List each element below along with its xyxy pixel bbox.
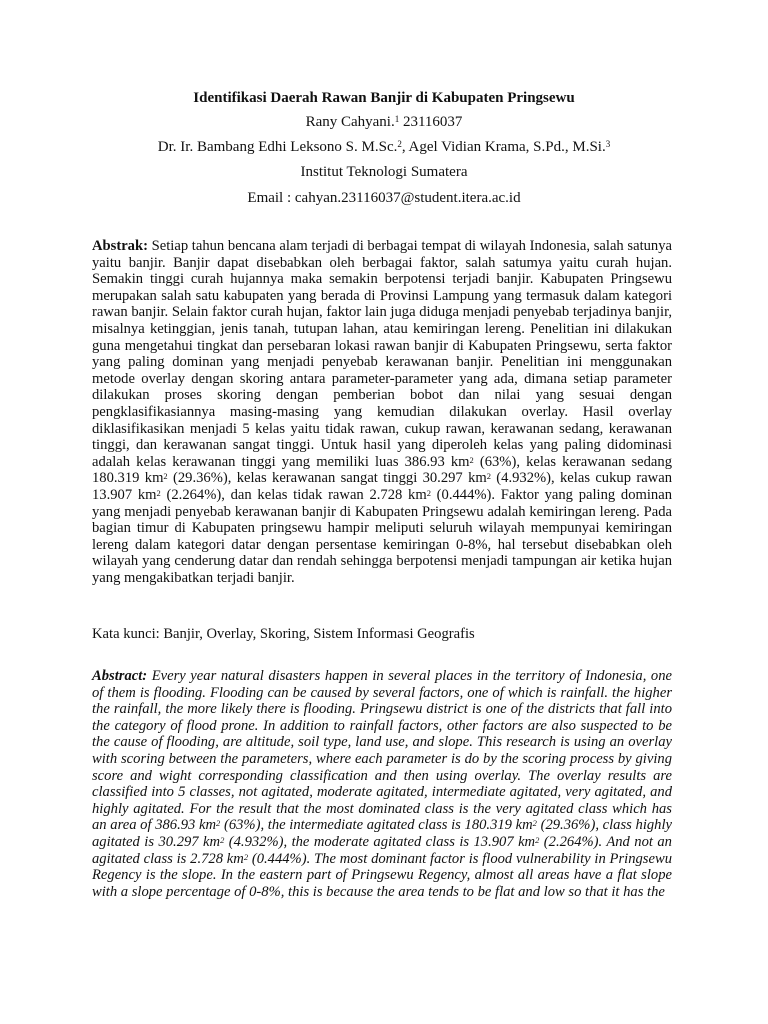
superscript: 2 [163, 471, 168, 482]
abstrak-text: Setiap tahun bencana alam terjadi di berbagai tempat di wilayah Indonesia, salah satunya yaitu banjir. Banjir dapat disebabkan oleh berbagai faktor, salah satumya yaitu curah hujan. Semakin tinggi curah hujannya maka semakin berpotensi terjadi banjir. Kabupaten Pringsewu merupakan salah satu kabupaten yang berada di Provinsi Lampung yang termasuk dalam kategori rawan banjir. Selain faktor curah hujan, faktor lain juga diduga menjadi penyebab terjadinya banjir, misalnya ketinggian, jenis tanah, tutupan lahan, atau kemiringan lereng. Penelitian ini dilakukan guna mengetahui tingkat dan persebaran lokasi rawan banjir di Kabupaten Pringsewu, serta faktor yang paling dominan yang menjadi penyebab kerawanan banjir. Penelitian ini menggunakan metode overlay dengan skoring antara parameter-parameter yang ada, dimana setiap parameter dilakukan proses skoring dengan pemberian bobot dan nilai yang sesuai dengan pengklasifikasiannya masing-masing yang kemudian dilakukan overlay. Hasil overlay diklasifikasikan menjadi 5 kelas yaitu tidak rawan, cukup rawan, kerawanan sedang, kerawanan tinggi, dan kerawanan sangat tinggi. Untuk hasil yang diperoleh kelas yang paling didominasi adalah kelas kerawanan tinggi yang memiliki luas 386.93 km [92, 238, 672, 470]
abstract-en-text: (2.264%). And not an agitated class is 2.728 km [92, 833, 672, 867]
abstrak-text: (0.444%). Faktor yang paling dominan yang menjadi penyebab kerawanan banjir di Kabupaten Pringsewu adalah kemiringan lereng. Pada bagian timur di Kabupaten pringsewu hampir meliputi seluruh wilayah mempunyai kemiringan lereng dalam kategori datar dengan persentase kemiringan 0-8%, hal tersebut disebabkan oleh wilayah yang cenderung datar dan rendah sehingga berpotensi menjadi tampungan air ketika hujan yang mengakibatkan terjadi banjir. [92, 486, 673, 586]
co-author-name: Dr. Ir. Bambang Edhi Leksono S. M.Sc. [157, 139, 398, 155]
abstrak-text: (2.264%), dan kelas tidak rawan 2.728 km [160, 486, 427, 503]
author-line-1 [0, 113, 768, 132]
author-affiliation-mark: 1 [394, 114, 400, 124]
abstract-en-label: Abstract: [92, 668, 148, 684]
abstrak-label: Abstrak: [92, 238, 148, 254]
abstract-en-text: (4.932%), the moderate agitated class is 13.907 km [224, 833, 536, 850]
author-name: Rany Cahyani. [305, 114, 395, 130]
co-author-affiliation-mark: 2 [397, 139, 402, 149]
co-author-affiliation-mark: 3 [605, 139, 611, 149]
abstrak-text: (29.36%), kelas kerawanan sangat tinggi 30.297 km [167, 470, 487, 487]
abstrak-paragraph [92, 238, 672, 586]
institution: Institut Teknologi Sumatera [300, 164, 468, 180]
abstrak-text: (4.932%), kelas cukup rawan 13.907 km [92, 470, 672, 503]
co-author-name: , Agel Vidian Krama, S.Pd., M.Si. [401, 139, 606, 155]
author-line-2 [0, 138, 768, 157]
superscript: 2 [532, 818, 537, 829]
superscript: 2 [426, 487, 431, 498]
paper-title: Identifikasi Daerah Rawan Banjir di Kabupaten Pringsewu [193, 90, 575, 106]
abstract-en-text: (0.444%). The most dominant factor is flood vulnerability in Pringsewu Regency is the slope. In the eastern part of Pringsewu Regency, almost all areas have a flat slope with a slope percentage of 0-8%, this is because the area tends to be flat and low so that it has the [92, 850, 672, 900]
superscript: 2 [535, 834, 540, 845]
superscript: 2 [156, 487, 161, 498]
keywords: Kata kunci: Banjir, Overlay, Skoring, Sistem Informasi Geografis [92, 626, 475, 642]
superscript: 2 [220, 834, 225, 845]
superscript: 2 [486, 471, 491, 482]
abstract-en-text: Every year natural disasters happen in several places in the territory of Indonesia, one of them is flooding. Flooding can be caused by several factors, one of which is rainfall. the higher the rainfall, the more likely there is flooding. Pringsewu district is one of the districts that fall into the category of flood prone. In addition to rainfall factors, other factors are also suspected to be the cause of flooding, are altitude, soil type, land use, and slope. This research is using an overlay with scoring between the parameters, where each parameter is do by the scoring process by giving score and wight corresponding classification and then using overlay. The overlay results are classified into 5 classes, not agitated, moderate agitated, intermediate agitated, very agitated, and highly agitated. For the result that the most dominated class is the very agitated class which has an area of 386.93 km [92, 668, 672, 834]
superscript: 2 [216, 818, 221, 829]
student-id: 23116037 [399, 114, 463, 130]
email: Email : cahyan.23116037@student.itera.ac.id [247, 190, 521, 206]
superscript: 2 [469, 454, 474, 465]
superscript: 2 [243, 851, 249, 862]
abstract-en-text: (29.36%), class highly agitated is 30.297 km [92, 817, 672, 850]
abstrak-text: (63%), kelas kerawanan sedang 180.319 km [92, 453, 672, 487]
abstract-en-paragraph [92, 668, 672, 900]
abstract-en-text: (63%), the intermediate agitated class is 180.319 km [220, 817, 533, 834]
